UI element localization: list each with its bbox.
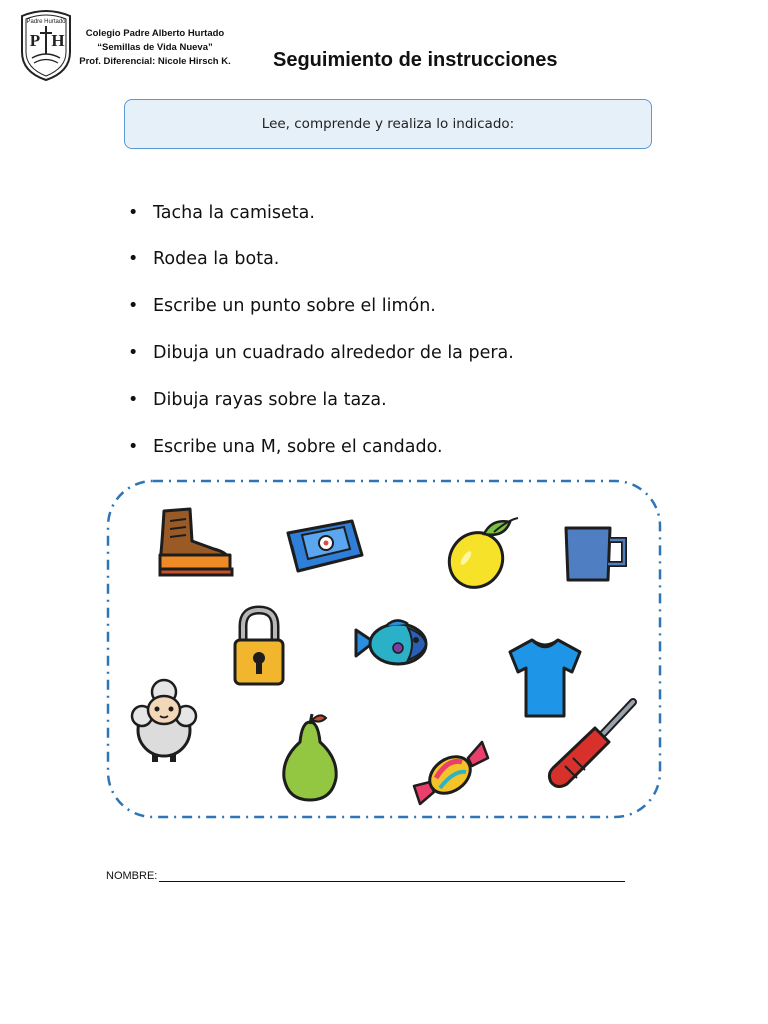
svg-text:Padre Hurtado: Padre Hurtado bbox=[26, 19, 66, 25]
instruction-item bbox=[128, 241, 728, 277]
bullet-icon: • bbox=[128, 390, 139, 410]
teacher-name: Prof. Diferencial: Nicole Hirsch K. bbox=[79, 56, 231, 67]
svg-text:P: P bbox=[29, 31, 41, 50]
name-field[interactable] bbox=[106, 870, 625, 882]
name-line[interactable] bbox=[159, 870, 625, 882]
svg-text:H: H bbox=[51, 31, 65, 50]
instruction-text: Rodea la bota. bbox=[153, 249, 280, 269]
bullet-icon: • bbox=[128, 249, 139, 269]
sharpener-icon[interactable] bbox=[282, 515, 366, 577]
instruction-text: Tacha la camiseta. bbox=[153, 203, 315, 223]
school-info bbox=[78, 27, 232, 69]
school-crest-icon bbox=[18, 8, 74, 82]
bullet-icon: • bbox=[128, 203, 139, 223]
instruction-text: Escribe una M, sobre el candado. bbox=[153, 437, 443, 457]
instruction-item bbox=[128, 429, 728, 465]
school-name: Colegio Padre Alberto Hurtado bbox=[85, 28, 225, 39]
banner-text: Lee, comprende y realiza lo indicado: bbox=[261, 116, 515, 132]
candy-icon[interactable] bbox=[410, 738, 492, 808]
instruction-text: Dibuja rayas sobre la taza. bbox=[153, 390, 387, 410]
instruction-item bbox=[128, 382, 728, 418]
padlock-icon[interactable] bbox=[229, 604, 289, 688]
fish-icon[interactable] bbox=[350, 612, 432, 676]
mug-icon[interactable] bbox=[560, 522, 632, 586]
bullet-icon: • bbox=[128, 437, 139, 457]
name-label: NOMBRE: bbox=[106, 870, 158, 882]
instruction-text: Escribe un punto sobre el limón. bbox=[153, 296, 436, 316]
school-motto: “Semillas de Vida Nueva” bbox=[97, 42, 213, 53]
bullet-icon: • bbox=[128, 343, 139, 363]
bullet-icon: • bbox=[128, 296, 139, 316]
pear-icon[interactable] bbox=[274, 712, 346, 802]
instruction-item bbox=[128, 335, 728, 371]
instruction-item bbox=[128, 288, 728, 324]
instruction-item bbox=[128, 195, 728, 231]
instruction-banner bbox=[124, 99, 652, 149]
boot-icon[interactable] bbox=[156, 505, 236, 579]
page-title: Seguimiento de instrucciones bbox=[273, 49, 558, 71]
instruction-text: Dibuja un cuadrado alrededor de la pera. bbox=[153, 343, 514, 363]
sheep-icon[interactable] bbox=[128, 676, 200, 766]
lemon-icon[interactable] bbox=[444, 512, 526, 592]
screwdriver-icon[interactable] bbox=[545, 694, 641, 792]
